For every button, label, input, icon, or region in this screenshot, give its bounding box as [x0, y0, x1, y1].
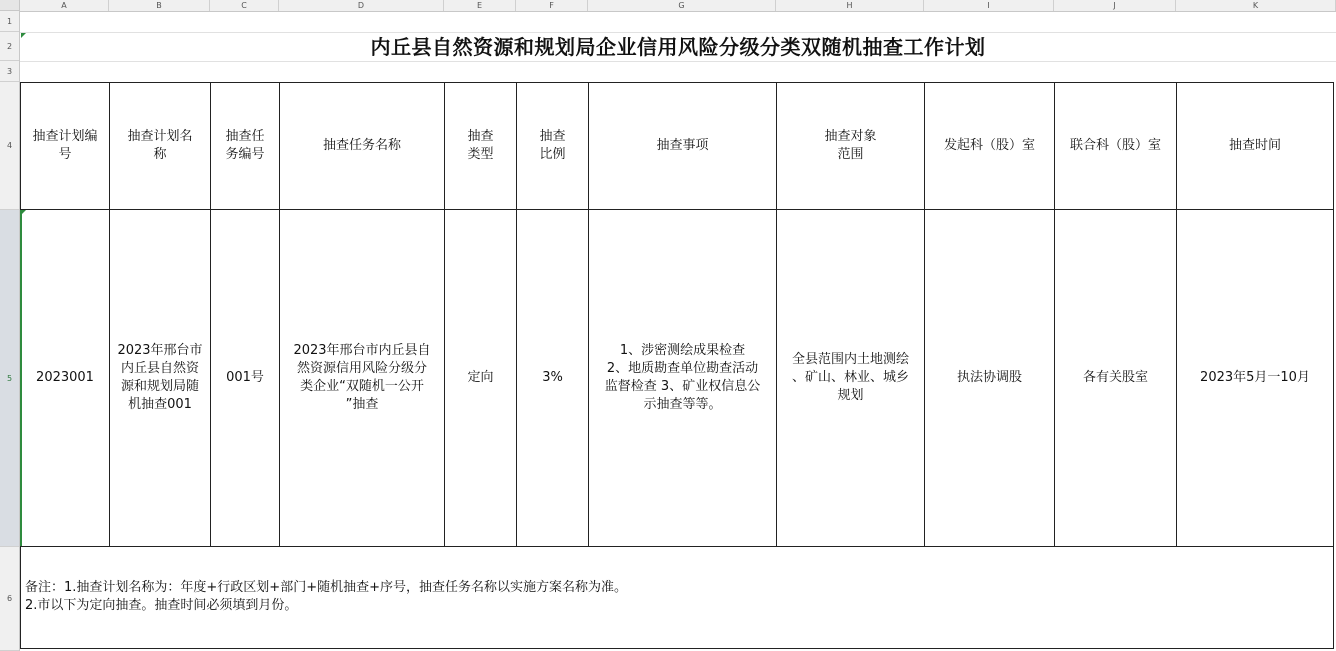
header-scope[interactable]: 抽查对象 范围 [776, 82, 925, 210]
header-items[interactable]: 抽查事项 [588, 82, 777, 210]
column-header-bar [0, 0, 1336, 12]
cell-ratio[interactable]: 3% [516, 209, 589, 547]
cell-note-marker-icon [21, 210, 26, 215]
header-type[interactable]: 抽查 类型 [444, 82, 517, 210]
cell-items[interactable]: 1、涉密测绘成果检查 2、地质勘查单位勘查活动 监督检查 3、矿业权信息公 示抽查等等。 [588, 209, 777, 547]
selection-indicator [20, 210, 22, 546]
row-header-4[interactable]: 4 [0, 82, 19, 210]
cell-plan-name[interactable]: 2023年邢台市 内丘县自然资 源和规划局随 机抽查001 [109, 209, 211, 547]
row-header-5[interactable]: 5 [0, 210, 19, 547]
row-header-2[interactable]: 2 [0, 32, 19, 61]
column-header-k[interactable]: K [1176, 0, 1336, 11]
column-header-d[interactable]: D [279, 0, 444, 11]
header-initiator[interactable]: 发起科（股）室 [924, 82, 1055, 210]
column-header-b[interactable]: B [109, 0, 210, 11]
cell-initiator[interactable]: 执法协调股 [924, 209, 1055, 547]
notes-cell[interactable]: 备注：1.抽查计划名称为：年度+行政区划+部门+随机抽查+序号，抽查任务名称以实施方案名称为准。 2.市以下为定向抽查。抽查时间必须填到月份。 [20, 546, 1334, 649]
column-header-g[interactable]: G [588, 0, 776, 11]
page-title[interactable]: 内丘县自然资源和规划局企业信用风险分级分类双随机抽查工作计划 [370, 35, 986, 59]
cell-type[interactable]: 定向 [444, 209, 517, 547]
column-header-a[interactable]: A [20, 0, 109, 11]
column-header-j[interactable]: J [1054, 0, 1176, 11]
column-header-c[interactable]: C [210, 0, 279, 11]
header-time[interactable]: 抽查时间 [1176, 82, 1334, 210]
column-header-i[interactable]: I [924, 0, 1054, 11]
header-task-no[interactable]: 抽查任 务编号 [210, 82, 280, 210]
select-all-corner[interactable] [0, 0, 20, 11]
cell-note-marker-icon [21, 33, 26, 38]
header-task-name[interactable]: 抽查任务名称 [279, 82, 445, 210]
cell-joint[interactable]: 各有关股室 [1054, 209, 1177, 547]
header-plan-name[interactable]: 抽查计划名 称 [109, 82, 211, 210]
column-header-e[interactable]: E [444, 0, 516, 11]
gridline [20, 61, 1336, 62]
cell-time[interactable]: 2023年5月一10月 [1176, 209, 1334, 547]
header-joint[interactable]: 联合科（股）室 [1054, 82, 1177, 210]
column-header-f[interactable]: F [516, 0, 588, 11]
row-header-1[interactable]: 1 [0, 11, 19, 32]
row-header-3[interactable]: 3 [0, 61, 19, 82]
header-plan-no[interactable]: 抽查计划编 号 [20, 82, 110, 210]
cell-task-name[interactable]: 2023年邢台市内丘县自 然资源信用风险分级分 类企业“双随机一公开 ”抽查 [279, 209, 445, 547]
cell-task-no[interactable]: 001号 [210, 209, 280, 547]
cell-scope[interactable]: 全县范围内土地测绘 、矿山、林业、城乡 规划 [776, 209, 925, 547]
header-ratio[interactable]: 抽查 比例 [516, 82, 589, 210]
row-header-bar [0, 11, 20, 651]
cell-plan-no[interactable]: 2023001 [20, 209, 110, 547]
row-header-6[interactable]: 6 [0, 547, 19, 651]
column-header-h[interactable]: H [776, 0, 924, 11]
